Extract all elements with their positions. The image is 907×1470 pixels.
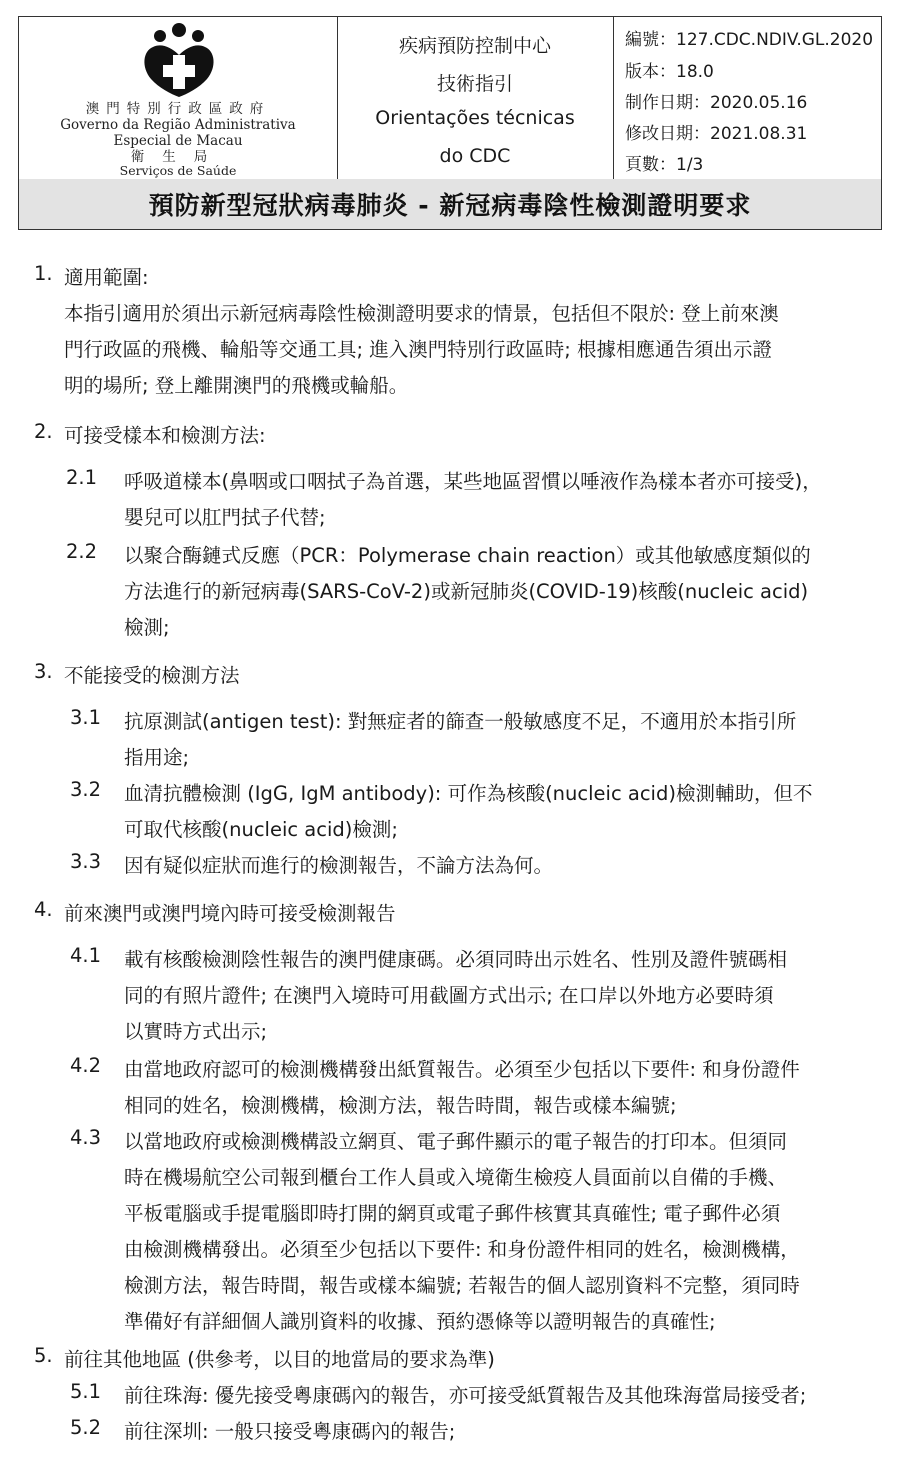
section-number: 1.: [34, 262, 53, 285]
center-line-2: 技術指引: [436, 73, 513, 95]
item-line: 可取代核酸(nucleic acid)檢測;: [124, 818, 398, 841]
item-line: 時在機場航空公司報到櫃台工作人員或入境衛生檢疫人員面前以自備的手機、: [124, 1166, 788, 1189]
meta-revised-date: 修改日期：2021.08.31: [625, 124, 808, 144]
item-line: 嬰兒可以肛門拭子代替;: [124, 506, 326, 529]
item-line: 方法進行的新冠病毒(SARS-CoV-2)或新冠肺炎(COVID-19)核酸(nucleic acid): [124, 580, 809, 603]
item-number: 4.1: [70, 944, 102, 967]
section-number: 3.: [34, 660, 53, 683]
meta-created-date: 制作日期：2020.05.16: [625, 93, 808, 113]
item-line: 前往深圳: 一般只接受粵康碼內的報告;: [124, 1420, 456, 1443]
item-line: 平板電腦或手提電腦即時打開的網頁或電子郵件核實其真確性; 電子郵件必須: [124, 1202, 781, 1225]
center-line-1: 疾病預防控制中心: [398, 35, 551, 57]
item-line: 準備好有詳細個人識別資料的收據、預約憑條等以證明報告的真確性;: [124, 1310, 716, 1333]
item-line: 相同的姓名，檢測機構，檢測方法，報告時間，報告或樣本編號;: [124, 1094, 677, 1117]
item-line: 同的有照片證件; 在澳門入境時可用截圖方式出示; 在口岸以外地方必要時須: [124, 984, 774, 1007]
section-heading: 前往其他地區 (供參考，以目的地當局的要求為準): [64, 1348, 495, 1371]
center-line-4: do CDC: [439, 145, 511, 167]
item-line: 以實時方式出示;: [124, 1020, 268, 1043]
item-line: 呼吸道樣本(鼻咽或口咽拭子為首選，某些地區習慣以唾液作為樣本者亦可接受)，: [124, 470, 822, 493]
section-heading: 不能接受的檢測方法: [64, 664, 240, 687]
department-name-portuguese: Serviços de Saúde: [119, 163, 237, 178]
meta-version: 版本：18.0: [625, 62, 714, 82]
section-number: 5.: [34, 1344, 53, 1367]
paragraph-line: 門行政區的飛機、輪船等交通工具; 進入澳門特別行政區時; 根據相應通告須出示證: [64, 338, 773, 361]
document-header: [18, 16, 882, 230]
item-number: 3.1: [70, 706, 102, 729]
meta-page-count: 頁數：1/3: [625, 155, 704, 175]
item-line: 抗原測試(antigen test): 對無症者的篩查一般敏感度不足，不適用於本指引所: [124, 710, 797, 733]
section-number: 4.: [34, 898, 53, 921]
section-heading: 適用範圍:: [64, 266, 149, 289]
item-number: 5.2: [70, 1416, 102, 1439]
government-name-portuguese-1: Governo da Região Administrativa: [60, 117, 296, 133]
item-number: 3.3: [70, 850, 102, 873]
item-number: 2.2: [66, 540, 98, 563]
item-number: 4.2: [70, 1054, 102, 1077]
paragraph-line: 本指引適用於須出示新冠病毒陰性檢測證明要求的情景，包括但不限於: 登上前來澳: [64, 302, 779, 325]
health-bureau-logo-icon: [139, 21, 219, 99]
item-line: 指用途;: [124, 746, 190, 769]
document-title: 預防新型冠狀病毒肺炎 - 新冠病毒陰性檢測證明要求: [19, 179, 881, 229]
center-line-3: Orientações técnicas: [375, 107, 575, 129]
meta-document-number: 編號：127.CDC.NDIV.GL.2020: [625, 30, 874, 50]
item-number: 2.1: [66, 466, 98, 489]
item-number: 4.3: [70, 1126, 102, 1149]
header-row: [19, 17, 881, 180]
item-line: 前往珠海: 優先接受粵康碼內的報告，亦可接受紙質報告及其他珠海當局接受者;: [124, 1384, 807, 1407]
item-line: 因有疑似症狀而進行的檢測報告，不論方法為何。: [124, 854, 554, 877]
item-line: 檢測方法，報告時間，報告或樣本編號; 若報告的個人認別資料不完整，須同時: [124, 1274, 800, 1297]
document-meta-cell: [613, 17, 881, 179]
department-name-chinese: 衛生局: [130, 149, 226, 165]
section-heading: 可接受樣本和檢測方法:: [64, 424, 266, 447]
government-name-chinese: 澳門特別行政區政府: [85, 101, 271, 117]
item-line: 由檢測機構發出。必須至少包括以下要件: 和身份證件相同的姓名，檢測機構，: [124, 1238, 800, 1261]
item-line: 檢測;: [124, 616, 170, 639]
item-line: 以聚合酶鏈式反應（PCR：Polymerase chain reaction）或其他敏感度類似的: [124, 544, 811, 567]
item-number: 5.1: [70, 1380, 102, 1403]
section-heading: 前來澳門或澳門境內時可接受檢測報告: [64, 902, 396, 925]
cdc-title-cell: [337, 17, 614, 179]
government-name-portuguese-2: Especial de Macau: [113, 133, 243, 149]
item-line: 由當地政府認可的檢測機構發出紙質報告。必須至少包括以下要件: 和身份證件: [124, 1058, 800, 1081]
item-line: 血清抗體檢測 (IgG, IgM antibody): 可作為核酸(nucleic acid)檢測輔助，但不: [124, 782, 813, 805]
item-number: 3.2: [70, 778, 102, 801]
paragraph-line: 明的場所; 登上離開澳門的飛機或輪船。: [64, 374, 409, 397]
item-line: 以當地政府或檢測機構設立網頁、電子郵件顯示的電子報告的打印本。但須同: [124, 1130, 788, 1153]
section-number: 2.: [34, 420, 53, 443]
agency-cell: [19, 17, 338, 179]
item-line: 載有核酸檢測陰性報告的澳門健康碼。必須同時出示姓名、性別及證件號碼相: [124, 948, 788, 971]
